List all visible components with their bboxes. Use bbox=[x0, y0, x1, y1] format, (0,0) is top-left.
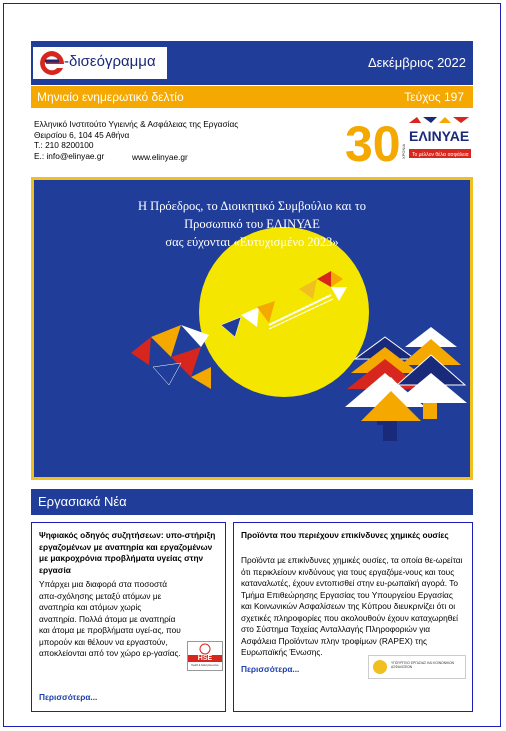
anniversary-tagline: Το μέλλον θέλει ασφάλεια bbox=[412, 152, 469, 158]
org-address: Θειρσίου 6, 104 45 Αθήνα bbox=[34, 129, 130, 140]
card-title: Ψηφιακός οδηγός συζητήσεων: υπο-στήριξη εργαζομένων με αναπηρία και εργαζομένων με μακροχρόνια προβλήματα υγείας στην εργασία bbox=[39, 530, 216, 575]
read-more-link[interactable]: Περισσότερα... bbox=[241, 664, 300, 674]
hse-crest-icon bbox=[188, 642, 222, 656]
banner-line-2: Προσωπικό του ΕΛΙΝΥΑΕ bbox=[184, 217, 320, 231]
org-name: Ελληνικό Ινστιτούτο Υγιεινής & Ασφάλειας της Εργασίας bbox=[34, 119, 239, 129]
news-card-digital-guide bbox=[31, 522, 226, 712]
issue-number: Τεύχος 197 bbox=[404, 90, 464, 104]
org-email[interactable]: E.: info@elinyae.gr bbox=[34, 150, 105, 161]
issue-month: Δεκέμβριος 2022 bbox=[367, 55, 466, 70]
card-title: Προϊόντα που περιέχουν επικίνδυνες χημικές ουσίες bbox=[241, 530, 449, 540]
hse-logo-text: HSE bbox=[188, 655, 222, 662]
org-phone: Τ.: 210 8200100 bbox=[34, 140, 94, 151]
santa-figure bbox=[131, 325, 211, 389]
banner-line-3: σας εύχονται «Ευτυχισμένο 2023» bbox=[165, 235, 339, 249]
card-body: Προϊόντα με επικίνδυνες χημικές ουσίες, τα οποία θε-ωρείται ότι περικλείουν κινδύνους για τους εργαζόμε-νους και τους καταναλωτές, έχουν εντοπισθεί στην ευ-ρωπαϊκή αγορά. Το Τμήμα Επιθεώρησης Εργασίας του Υπουργείου Εργασίας και Κοινωνικών Ασφαλίσεων της Κύπρου διευκρινίζει ότι οι σχετικές πληροφορίες που ακολουθούν έχουν καταχωρηθεί στο Σύστημα Ταχείας Ανταλλαγής Πληροφοριών για Ασφάλεια Προϊόντων πλην τροφίμων (RAPEX) της Ευρωπαϊκής Ένωσης. bbox=[241, 555, 463, 657]
anniversary-logo bbox=[345, 115, 473, 165]
anniversary-vertical-text: ΧΡΟΝΙΑ bbox=[401, 143, 406, 159]
banner-greeting bbox=[31, 197, 473, 251]
ministry-logo bbox=[368, 655, 466, 679]
card-body: Υπάρχει μια διαφορά στα ποσοστά απα-σχόλησης μεταξύ ατόμων με αναπηρία και ατόμων χωρίς αναπηρία. Πολλά άτομα με αναπηρία και άτομα με προβλήματα υγεί-ας, που μπορούν και θέλουν να εργαστούν, αποκλείονται από τον χώρο ερ-γασίας. bbox=[39, 579, 181, 658]
news-section-title: Εργασιακά Νέα bbox=[38, 494, 127, 509]
anniversary-number: 30 bbox=[345, 116, 401, 165]
banner-line-1: Η Πρόεδρος, το Διοικητικό Συμβούλιο και το bbox=[138, 199, 366, 213]
hse-logo bbox=[187, 641, 223, 671]
moon bbox=[199, 227, 369, 397]
org-website-link[interactable]: www.elinyae.gr bbox=[132, 152, 188, 162]
logo-text: -δισεόγραμμα bbox=[64, 53, 156, 70]
read-more-link[interactable]: Περισσότερα... bbox=[39, 692, 98, 702]
anniversary-brand: ΕΛΙΝΥΑΕ bbox=[409, 128, 470, 144]
ministry-logo-text: ΥΠΟΥΡΓΕΙΟ ΕΡΓΑΣΙΑΣ ΚΑΙ ΚΟΙΝΩΝΙΚΩΝ ΑΣΦΑΛΙΣΕΩΝ bbox=[391, 661, 455, 669]
christmas-trees bbox=[345, 327, 467, 441]
news-card-chemicals bbox=[233, 522, 473, 712]
hse-logo-subtext: Health & Safety Executive bbox=[191, 664, 219, 667]
newsletter-subtitle: Μηνιαίο ενημερωτικό δελτίο bbox=[37, 90, 184, 104]
cyprus-emblem-icon bbox=[371, 657, 389, 677]
